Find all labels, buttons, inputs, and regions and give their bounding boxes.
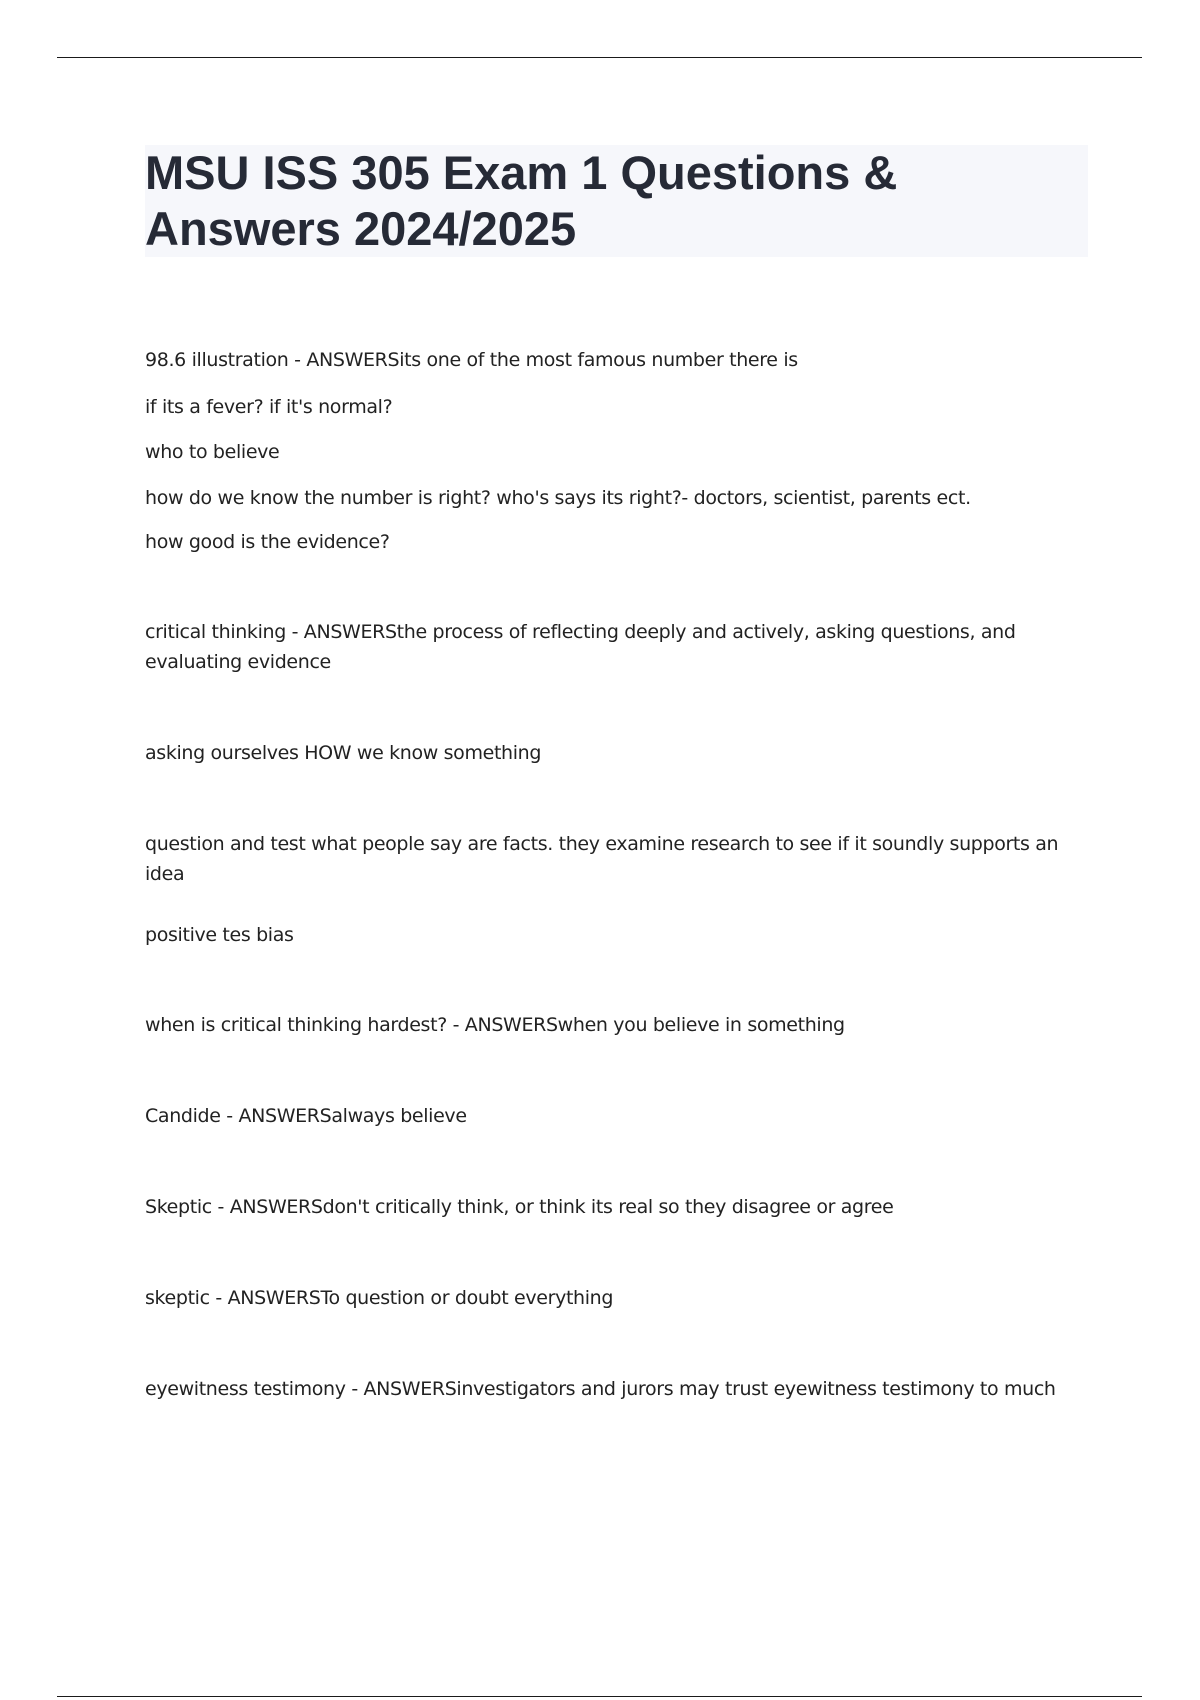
entry-98-6-illustration: 98.6 illustration - ANSWERSits one of the most famous number there is: [145, 349, 798, 371]
entry-positive-tes-bias: positive tes bias: [145, 924, 294, 946]
bottom-rule: [57, 1696, 1142, 1697]
entry-skeptic-1: Skeptic - ANSWERSdon't critically think, or think its real so they disagree or agree: [145, 1196, 894, 1218]
entry-who-to-believe: who to believe: [145, 441, 280, 463]
entry-question-and-test: question and test what people say are facts. they examine research to see if it soundly supports an idea: [145, 833, 1059, 885]
entry-eyewitness-testimony: eyewitness testimony - ANSWERSinvestigators and jurors may trust eyewitness testimony to much: [145, 1378, 1056, 1400]
title-block: [145, 145, 1088, 257]
top-rule: [57, 57, 1142, 58]
entry-critical-thinking-hardest: when is critical thinking hardest? - ANSWERSwhen you believe in something: [145, 1014, 845, 1036]
entry-evidence: how good is the evidence?: [145, 531, 390, 553]
entry-fever-normal: if its a fever? if it's normal?: [145, 396, 393, 418]
entry-number-right: how do we know the number is right? who's says its right?- doctors, scientist, parents ect.: [145, 487, 971, 509]
entry-candide: Candide - ANSWERSalways believe: [145, 1105, 467, 1127]
entry-critical-thinking: critical thinking - ANSWERSthe process of reflecting deeply and actively, asking questions, and evaluating evidence: [145, 621, 1016, 673]
entry-asking-ourselves: asking ourselves HOW we know something: [145, 742, 542, 764]
entry-skeptic-2: skeptic - ANSWERSTo question or doubt everything: [145, 1287, 614, 1309]
page-title: MSU ISS 305 Exam 1 Questions & Answers 2024/2025: [145, 146, 898, 255]
